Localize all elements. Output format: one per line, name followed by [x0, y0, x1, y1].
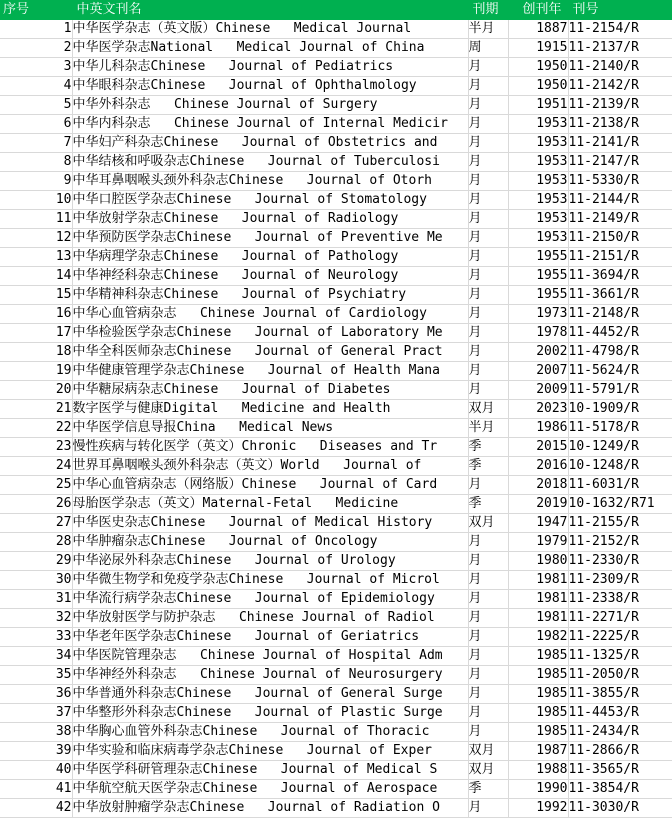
cell-cn-number[interactable]: 11-3694/R	[568, 267, 672, 286]
cell-cn-number[interactable]: 11-2138/R	[568, 115, 672, 134]
cell-journal-name[interactable]: 中华糖尿病杂志Chinese Journal of Diabetes	[72, 381, 468, 400]
cell-cn-number[interactable]: 11-5791/R	[568, 381, 672, 400]
cell-founded-year[interactable]: 1953	[508, 172, 568, 191]
table-row	[0, 39, 672, 58]
cell-founded-year[interactable]: 1955	[508, 248, 568, 267]
table-row	[0, 590, 672, 609]
cell-cn-number[interactable]: 10-1909/R	[568, 400, 672, 419]
cell-serial-no[interactable]: 23	[0, 438, 72, 457]
cell-serial-no[interactable]: 27	[0, 514, 72, 533]
table-row	[0, 248, 672, 267]
cell-serial-no[interactable]: 36	[0, 685, 72, 704]
cell-serial-no[interactable]: 5	[0, 96, 72, 115]
cell-founded-year[interactable]: 1953	[508, 210, 568, 229]
cell-journal-name[interactable]: 中华肿瘤杂志Chinese Journal of Oncology	[72, 533, 468, 552]
cell-frequency[interactable]: 季	[468, 495, 508, 514]
header-row	[0, 0, 672, 20]
cell-founded-year[interactable]: 2009	[508, 381, 568, 400]
table-row	[0, 457, 672, 476]
cell-founded-year[interactable]: 1887	[508, 20, 568, 39]
cell-founded-year[interactable]: 2016	[508, 457, 568, 476]
cell-founded-year[interactable]: 1951	[508, 96, 568, 115]
cell-cn-number[interactable]: 11-2144/R	[568, 191, 672, 210]
cell-founded-year[interactable]: 1981	[508, 590, 568, 609]
cell-journal-name[interactable]: 中华普通外科杂志Chinese Journal of General Surge	[72, 685, 468, 704]
cell-founded-year[interactable]: 1986	[508, 419, 568, 438]
cell-frequency[interactable]: 月	[468, 267, 508, 286]
cell-journal-name[interactable]: 中华医学信息导报China Medical News	[72, 419, 468, 438]
cell-cn-number[interactable]: 11-5178/R	[568, 419, 672, 438]
cell-journal-name[interactable]: 中华放射肿瘤学杂志Chinese Journal of Radiation O	[72, 799, 468, 818]
cell-journal-name[interactable]: 中华医学科研管理杂志Chinese Journal of Medical S	[72, 761, 468, 780]
table-row	[0, 742, 672, 761]
cell-serial-no[interactable]: 40	[0, 761, 72, 780]
cell-journal-name[interactable]: 中华胸心血管外科杂志Chinese Journal of Thoracic	[72, 723, 468, 742]
table-row	[0, 362, 672, 381]
cell-serial-no[interactable]: 32	[0, 609, 72, 628]
cell-frequency[interactable]: 半月	[468, 20, 508, 39]
cell-serial-no[interactable]: 20	[0, 381, 72, 400]
cell-cn-number[interactable]: 11-2154/R	[568, 20, 672, 39]
cell-founded-year[interactable]: 1953	[508, 191, 568, 210]
cell-serial-no[interactable]: 25	[0, 476, 72, 495]
table-body	[0, 20, 672, 818]
cell-cn-number[interactable]: 11-2140/R	[568, 58, 672, 77]
cell-frequency[interactable]: 月	[468, 343, 508, 362]
cell-frequency[interactable]: 月	[468, 704, 508, 723]
cell-founded-year[interactable]: 1979	[508, 533, 568, 552]
cell-frequency[interactable]: 双月	[468, 761, 508, 780]
cell-serial-no[interactable]: 15	[0, 286, 72, 305]
cell-serial-no[interactable]: 24	[0, 457, 72, 476]
cell-journal-name[interactable]: 中华健康管理学杂志Chinese Journal of Health Mana	[72, 362, 468, 381]
cell-cn-number[interactable]: 11-3661/R	[568, 286, 672, 305]
table-row	[0, 134, 672, 153]
cell-frequency[interactable]: 月	[468, 286, 508, 305]
cell-frequency[interactable]: 双月	[468, 742, 508, 761]
cell-frequency[interactable]: 月	[468, 191, 508, 210]
cell-founded-year[interactable]: 1987	[508, 742, 568, 761]
cell-cn-number[interactable]: 10-1632/R71	[568, 495, 672, 514]
cell-frequency[interactable]: 月	[468, 476, 508, 495]
cell-frequency[interactable]: 月	[468, 153, 508, 172]
cell-journal-name[interactable]: 中华实验和临床病毒学杂志Chinese Journal of Exper	[72, 742, 468, 761]
cell-serial-no[interactable]: 14	[0, 267, 72, 286]
cell-founded-year[interactable]: 1953	[508, 153, 568, 172]
cell-serial-no[interactable]: 37	[0, 704, 72, 723]
cell-journal-name[interactable]: 中华精神科杂志Chinese Journal of Psychiatry	[72, 286, 468, 305]
cell-journal-name[interactable]: 中华流行病学杂志Chinese Journal of Epidemiology	[72, 590, 468, 609]
cell-frequency[interactable]: 月	[468, 381, 508, 400]
cell-serial-no[interactable]: 3	[0, 58, 72, 77]
cell-journal-name[interactable]: 中华放射学杂志Chinese Journal of Radiology	[72, 210, 468, 229]
cell-founded-year[interactable]: 1985	[508, 685, 568, 704]
cell-frequency[interactable]: 月	[468, 362, 508, 381]
cell-cn-number[interactable]: 11-2137/R	[568, 39, 672, 58]
cell-serial-no[interactable]: 1	[0, 20, 72, 39]
cell-journal-name[interactable]: 中华眼科杂志Chinese Journal of Ophthalmology	[72, 77, 468, 96]
cell-frequency[interactable]: 季	[468, 780, 508, 799]
cell-cn-number[interactable]: 11-2338/R	[568, 590, 672, 609]
table-row	[0, 495, 672, 514]
table-row	[0, 438, 672, 457]
cell-founded-year[interactable]: 1985	[508, 647, 568, 666]
table-row	[0, 153, 672, 172]
table-row	[0, 552, 672, 571]
table-row	[0, 229, 672, 248]
cell-journal-name[interactable]: 中华神经外科杂志 Chinese Journal of Neurosurgery	[72, 666, 468, 685]
cell-cn-number[interactable]: 11-2152/R	[568, 533, 672, 552]
table-row	[0, 476, 672, 495]
cell-founded-year[interactable]: 1953	[508, 115, 568, 134]
cell-founded-year[interactable]: 1953	[508, 134, 568, 153]
table-row	[0, 571, 672, 590]
cell-cn-number[interactable]: 11-2142/R	[568, 77, 672, 96]
cell-cn-number[interactable]: 11-2330/R	[568, 552, 672, 571]
cell-journal-name[interactable]: 中华整形外科杂志Chinese Journal of Plastic Surge	[72, 704, 468, 723]
cell-frequency[interactable]: 月	[468, 552, 508, 571]
cell-founded-year[interactable]: 1947	[508, 514, 568, 533]
cell-journal-name[interactable]: 中华微生物学和免疫学杂志Chinese Journal of Microl	[72, 571, 468, 590]
cell-journal-name[interactable]: 中华医学杂志（英文版）Chinese Medical Journal	[72, 20, 468, 39]
cell-frequency[interactable]: 月	[468, 685, 508, 704]
cell-journal-name[interactable]: 中华心血管病杂志 Chinese Journal of Cardiology	[72, 305, 468, 324]
cell-cn-number[interactable]: 11-1325/R	[568, 647, 672, 666]
cell-serial-no[interactable]: 2	[0, 39, 72, 58]
cell-frequency[interactable]: 月	[468, 134, 508, 153]
table-row	[0, 381, 672, 400]
cell-frequency[interactable]: 半月	[468, 419, 508, 438]
cell-frequency[interactable]: 月	[468, 172, 508, 191]
cell-frequency[interactable]: 月	[468, 609, 508, 628]
cell-cn-number[interactable]: 10-1249/R	[568, 438, 672, 457]
cell-founded-year[interactable]: 1950	[508, 58, 568, 77]
cell-cn-number[interactable]: 11-4453/R	[568, 704, 672, 723]
cell-serial-no[interactable]: 19	[0, 362, 72, 381]
cell-journal-name[interactable]: 中华外科杂志 Chinese Journal of Surgery	[72, 96, 468, 115]
cell-serial-no[interactable]: 35	[0, 666, 72, 685]
cell-journal-name[interactable]: 中华医史杂志Chinese Journal of Medical History	[72, 514, 468, 533]
cell-cn-number[interactable]: 11-2434/R	[568, 723, 672, 742]
table-row	[0, 58, 672, 77]
table-row	[0, 191, 672, 210]
cell-serial-no[interactable]: 12	[0, 229, 72, 248]
cell-serial-no[interactable]: 28	[0, 533, 72, 552]
cell-journal-name[interactable]: 中华泌尿外科杂志Chinese Journal of Urology	[72, 552, 468, 571]
cell-founded-year[interactable]: 1978	[508, 324, 568, 343]
header-journal-name[interactable]: 中英文刊名	[72, 0, 468, 20]
cell-frequency[interactable]: 月	[468, 799, 508, 818]
cell-journal-name[interactable]: 中华心血管病杂志（网络版）Chinese Journal of Card	[72, 476, 468, 495]
cell-frequency[interactable]: 月	[468, 248, 508, 267]
cell-cn-number[interactable]: 11-2149/R	[568, 210, 672, 229]
table-row	[0, 723, 672, 742]
cell-journal-name[interactable]: 中华病理学杂志Chinese Journal of Pathology	[72, 248, 468, 267]
cell-journal-name[interactable]: 中华神经科杂志Chinese Journal of Neurology	[72, 267, 468, 286]
table-row	[0, 514, 672, 533]
cell-cn-number[interactable]: 11-3854/R	[568, 780, 672, 799]
cell-journal-name[interactable]: 中华儿科杂志Chinese Journal of Pediatrics	[72, 58, 468, 77]
cell-serial-no[interactable]: 38	[0, 723, 72, 742]
cell-cn-number[interactable]: 11-3565/R	[568, 761, 672, 780]
cell-frequency[interactable]: 双月	[468, 400, 508, 419]
header-founded-year[interactable]: 创刊年	[508, 0, 568, 20]
cell-serial-no[interactable]: 30	[0, 571, 72, 590]
cell-serial-no[interactable]: 22	[0, 419, 72, 438]
cell-frequency[interactable]: 月	[468, 666, 508, 685]
cell-founded-year[interactable]: 1953	[508, 229, 568, 248]
table-row	[0, 628, 672, 647]
table-row	[0, 533, 672, 552]
cell-serial-no[interactable]: 42	[0, 799, 72, 818]
cell-cn-number[interactable]: 11-2866/R	[568, 742, 672, 761]
cell-frequency[interactable]: 月	[468, 647, 508, 666]
cell-founded-year[interactable]: 1981	[508, 609, 568, 628]
cell-founded-year[interactable]: 1980	[508, 552, 568, 571]
cell-founded-year[interactable]: 1990	[508, 780, 568, 799]
cell-journal-name[interactable]: 中华检验医学杂志Chinese Journal of Laboratory Me	[72, 324, 468, 343]
cell-founded-year[interactable]: 1950	[508, 77, 568, 96]
cell-journal-name[interactable]: 中华结核和呼吸杂志Chinese Journal of Tuberculosi	[72, 153, 468, 172]
cell-serial-no[interactable]: 7	[0, 134, 72, 153]
cell-journal-name[interactable]: 中华医学杂志National Medical Journal of China	[72, 39, 468, 58]
cell-journal-name[interactable]: 母胎医学杂志（英文）Maternal-Fetal Medicine	[72, 495, 468, 514]
cell-founded-year[interactable]: 2023	[508, 400, 568, 419]
cell-frequency[interactable]: 月	[468, 533, 508, 552]
cell-journal-name[interactable]: 中华老年医学杂志Chinese Journal of Geriatrics	[72, 628, 468, 647]
cell-serial-no[interactable]: 18	[0, 343, 72, 362]
table-row	[0, 267, 672, 286]
table-row	[0, 419, 672, 438]
table-row	[0, 400, 672, 419]
cell-founded-year[interactable]: 1981	[508, 571, 568, 590]
cell-frequency[interactable]: 月	[468, 77, 508, 96]
cell-frequency[interactable]: 月	[468, 229, 508, 248]
cell-journal-name[interactable]: 中华妇产科杂志Chinese Journal of Obstetrics and	[72, 134, 468, 153]
table-row	[0, 77, 672, 96]
cell-serial-no[interactable]: 8	[0, 153, 72, 172]
cell-cn-number[interactable]: 11-2147/R	[568, 153, 672, 172]
header-frequency[interactable]: 刊期	[468, 0, 508, 20]
cell-cn-number[interactable]: 11-2155/R	[568, 514, 672, 533]
cell-journal-name[interactable]: 中华耳鼻咽喉头颈外科杂志Chinese Journal of Otorh	[72, 172, 468, 191]
table-row	[0, 780, 672, 799]
cell-serial-no[interactable]: 34	[0, 647, 72, 666]
cell-serial-no[interactable]: 21	[0, 400, 72, 419]
cell-cn-number[interactable]: 11-3030/R	[568, 799, 672, 818]
cell-serial-no[interactable]: 6	[0, 115, 72, 134]
cell-journal-name[interactable]: 中华口腔医学杂志Chinese Journal of Stomatology	[72, 191, 468, 210]
cell-serial-no[interactable]: 31	[0, 590, 72, 609]
cell-serial-no[interactable]: 26	[0, 495, 72, 514]
table-row	[0, 286, 672, 305]
cell-founded-year[interactable]: 1985	[508, 704, 568, 723]
cell-serial-no[interactable]: 9	[0, 172, 72, 191]
cell-cn-number[interactable]: 11-2141/R	[568, 134, 672, 153]
cell-serial-no[interactable]: 13	[0, 248, 72, 267]
cell-cn-number[interactable]: 10-1248/R	[568, 457, 672, 476]
table-row	[0, 96, 672, 115]
cell-founded-year[interactable]: 1992	[508, 799, 568, 818]
table-row	[0, 115, 672, 134]
cell-founded-year[interactable]: 1955	[508, 267, 568, 286]
table-row	[0, 324, 672, 343]
cell-cn-number[interactable]: 11-4798/R	[568, 343, 672, 362]
cell-cn-number[interactable]: 11-2271/R	[568, 609, 672, 628]
cell-founded-year[interactable]: 2002	[508, 343, 568, 362]
table-row	[0, 172, 672, 191]
table-row	[0, 685, 672, 704]
cell-journal-name[interactable]: 中华航空航天医学杂志Chinese Journal of Aerospace	[72, 780, 468, 799]
cell-serial-no[interactable]: 39	[0, 742, 72, 761]
cell-journal-name[interactable]: 中华放射医学与防护杂志 Chinese Journal of Radiol	[72, 609, 468, 628]
table-row	[0, 647, 672, 666]
cell-cn-number[interactable]: 11-2309/R	[568, 571, 672, 590]
cell-frequency[interactable]: 月	[468, 590, 508, 609]
cell-frequency[interactable]: 月	[468, 628, 508, 647]
cell-cn-number[interactable]: 11-5330/R	[568, 172, 672, 191]
cell-founded-year[interactable]: 2018	[508, 476, 568, 495]
cell-cn-number[interactable]: 11-4452/R	[568, 324, 672, 343]
cell-serial-no[interactable]: 29	[0, 552, 72, 571]
cell-cn-number[interactable]: 11-3855/R	[568, 685, 672, 704]
cell-founded-year[interactable]: 1982	[508, 628, 568, 647]
table-row	[0, 799, 672, 818]
cell-cn-number[interactable]: 11-2139/R	[568, 96, 672, 115]
header-serial-no[interactable]: 序号	[0, 0, 72, 20]
cell-journal-name[interactable]: 慢性疾病与转化医学（英文）Chronic Diseases and Tr	[72, 438, 468, 457]
cell-founded-year[interactable]: 1985	[508, 666, 568, 685]
cell-frequency[interactable]: 月	[468, 571, 508, 590]
cell-frequency[interactable]: 周	[468, 39, 508, 58]
cell-founded-year[interactable]: 1985	[508, 723, 568, 742]
cell-journal-name[interactable]: 中华内科杂志 Chinese Journal of Internal Medicir	[72, 115, 468, 134]
table-row	[0, 305, 672, 324]
cell-founded-year[interactable]: 1973	[508, 305, 568, 324]
cell-serial-no[interactable]: 41	[0, 780, 72, 799]
cell-serial-no[interactable]: 16	[0, 305, 72, 324]
cell-journal-name[interactable]: 中华预防医学杂志Chinese Journal of Preventive Me	[72, 229, 468, 248]
cell-frequency[interactable]: 月	[468, 305, 508, 324]
cell-cn-number[interactable]: 11-2151/R	[568, 248, 672, 267]
table-row	[0, 666, 672, 685]
cell-founded-year[interactable]: 1955	[508, 286, 568, 305]
cell-founded-year[interactable]: 2019	[508, 495, 568, 514]
cell-journal-name[interactable]: 中华医院管理杂志 Chinese Journal of Hospital Adm	[72, 647, 468, 666]
cell-serial-no[interactable]: 11	[0, 210, 72, 229]
cell-journal-name[interactable]: 世界耳鼻咽喉头颈外科杂志（英文）World Journal of	[72, 457, 468, 476]
cell-serial-no[interactable]: 10	[0, 191, 72, 210]
cell-frequency[interactable]: 季	[468, 438, 508, 457]
cell-serial-no[interactable]: 4	[0, 77, 72, 96]
cell-founded-year[interactable]: 1988	[508, 761, 568, 780]
cell-cn-number[interactable]: 11-5624/R	[568, 362, 672, 381]
cell-cn-number[interactable]: 11-2150/R	[568, 229, 672, 248]
cell-founded-year[interactable]: 2015	[508, 438, 568, 457]
cell-frequency[interactable]: 月	[468, 115, 508, 134]
cell-cn-number[interactable]: 11-2225/R	[568, 628, 672, 647]
table-row	[0, 210, 672, 229]
cell-cn-number[interactable]: 11-2148/R	[568, 305, 672, 324]
header-cn-number[interactable]: 刊号	[568, 0, 672, 20]
cell-frequency[interactable]: 月	[468, 58, 508, 77]
table-row	[0, 20, 672, 39]
cell-frequency[interactable]: 月	[468, 723, 508, 742]
cell-frequency[interactable]: 月	[468, 324, 508, 343]
cell-frequency[interactable]: 双月	[468, 514, 508, 533]
cell-founded-year[interactable]: 2007	[508, 362, 568, 381]
cell-journal-name[interactable]: 数字医学与健康Digital Medicine and Health	[72, 400, 468, 419]
cell-cn-number[interactable]: 11-2050/R	[568, 666, 672, 685]
cell-serial-no[interactable]: 33	[0, 628, 72, 647]
cell-journal-name[interactable]: 中华全科医师杂志Chinese Journal of General Pract	[72, 343, 468, 362]
cell-frequency[interactable]: 月	[468, 96, 508, 115]
cell-frequency[interactable]: 月	[468, 210, 508, 229]
cell-frequency[interactable]: 季	[468, 457, 508, 476]
table-row	[0, 704, 672, 723]
cell-serial-no[interactable]: 17	[0, 324, 72, 343]
table-row	[0, 343, 672, 362]
cell-founded-year[interactable]: 1915	[508, 39, 568, 58]
table-row	[0, 609, 672, 628]
cell-cn-number[interactable]: 11-6031/R	[568, 476, 672, 495]
